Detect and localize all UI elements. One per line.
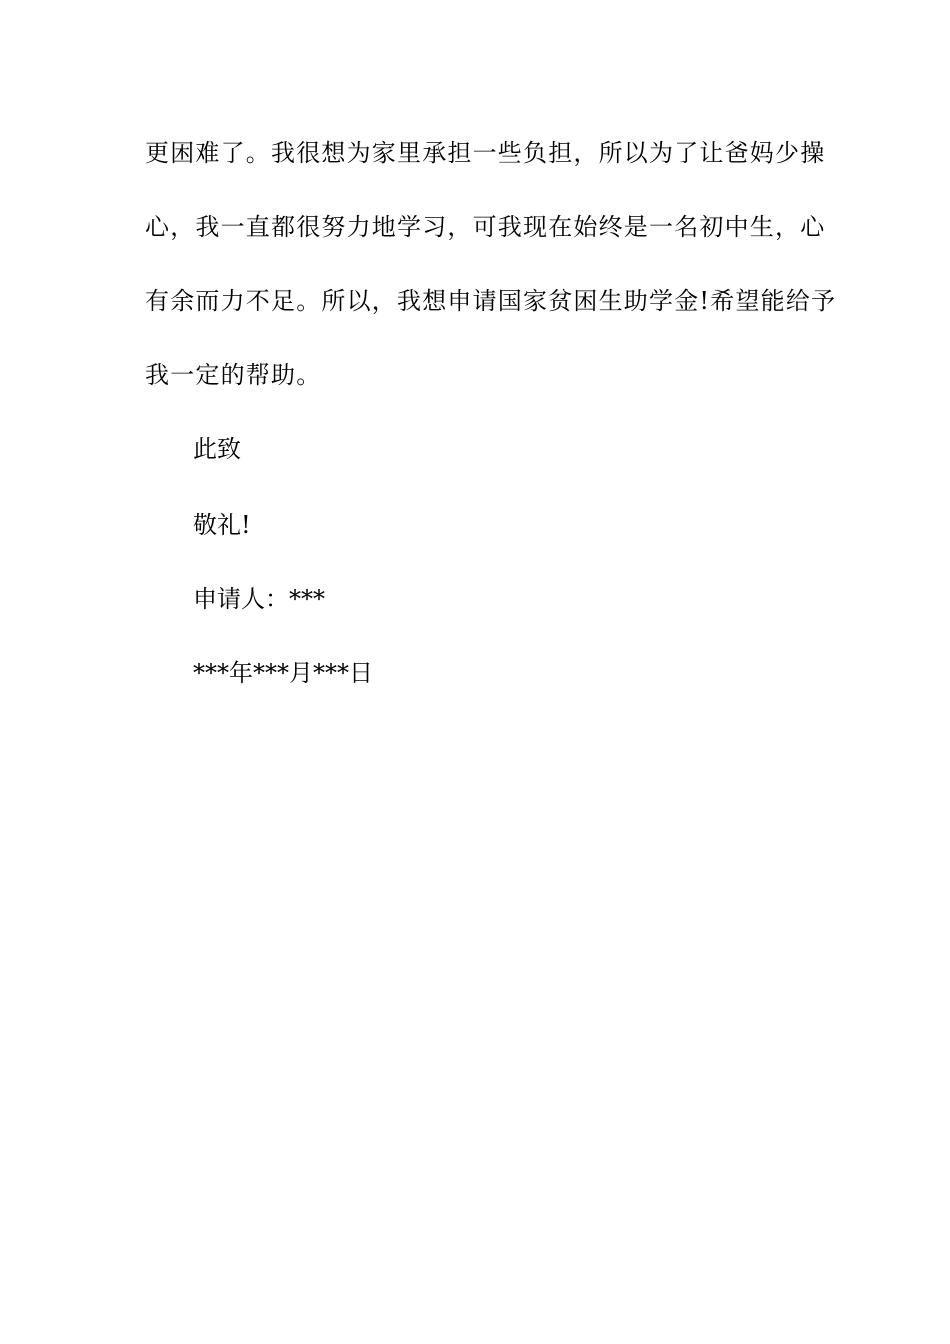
applicant-signature: 申请人：*** xyxy=(193,585,325,613)
paragraph-line-2: 心，我一直都很努力地学习，可我现在始终是一名初中生，心 xyxy=(145,213,826,241)
paragraph-line-4: 我一定的帮助。 xyxy=(145,361,322,389)
paragraph-line-1: 更困难了。我很想为家里承担一些负担，所以为了让爸妈少操 xyxy=(145,139,826,167)
date-line: ***年***月***日 xyxy=(193,659,373,687)
paragraph-line-3: 有余而力不足。所以，我想申请国家贫困生助学金!希望能给予 xyxy=(145,287,837,315)
closing-salutation-2: 敬礼! xyxy=(193,511,251,539)
closing-salutation-1: 此致 xyxy=(193,435,241,463)
